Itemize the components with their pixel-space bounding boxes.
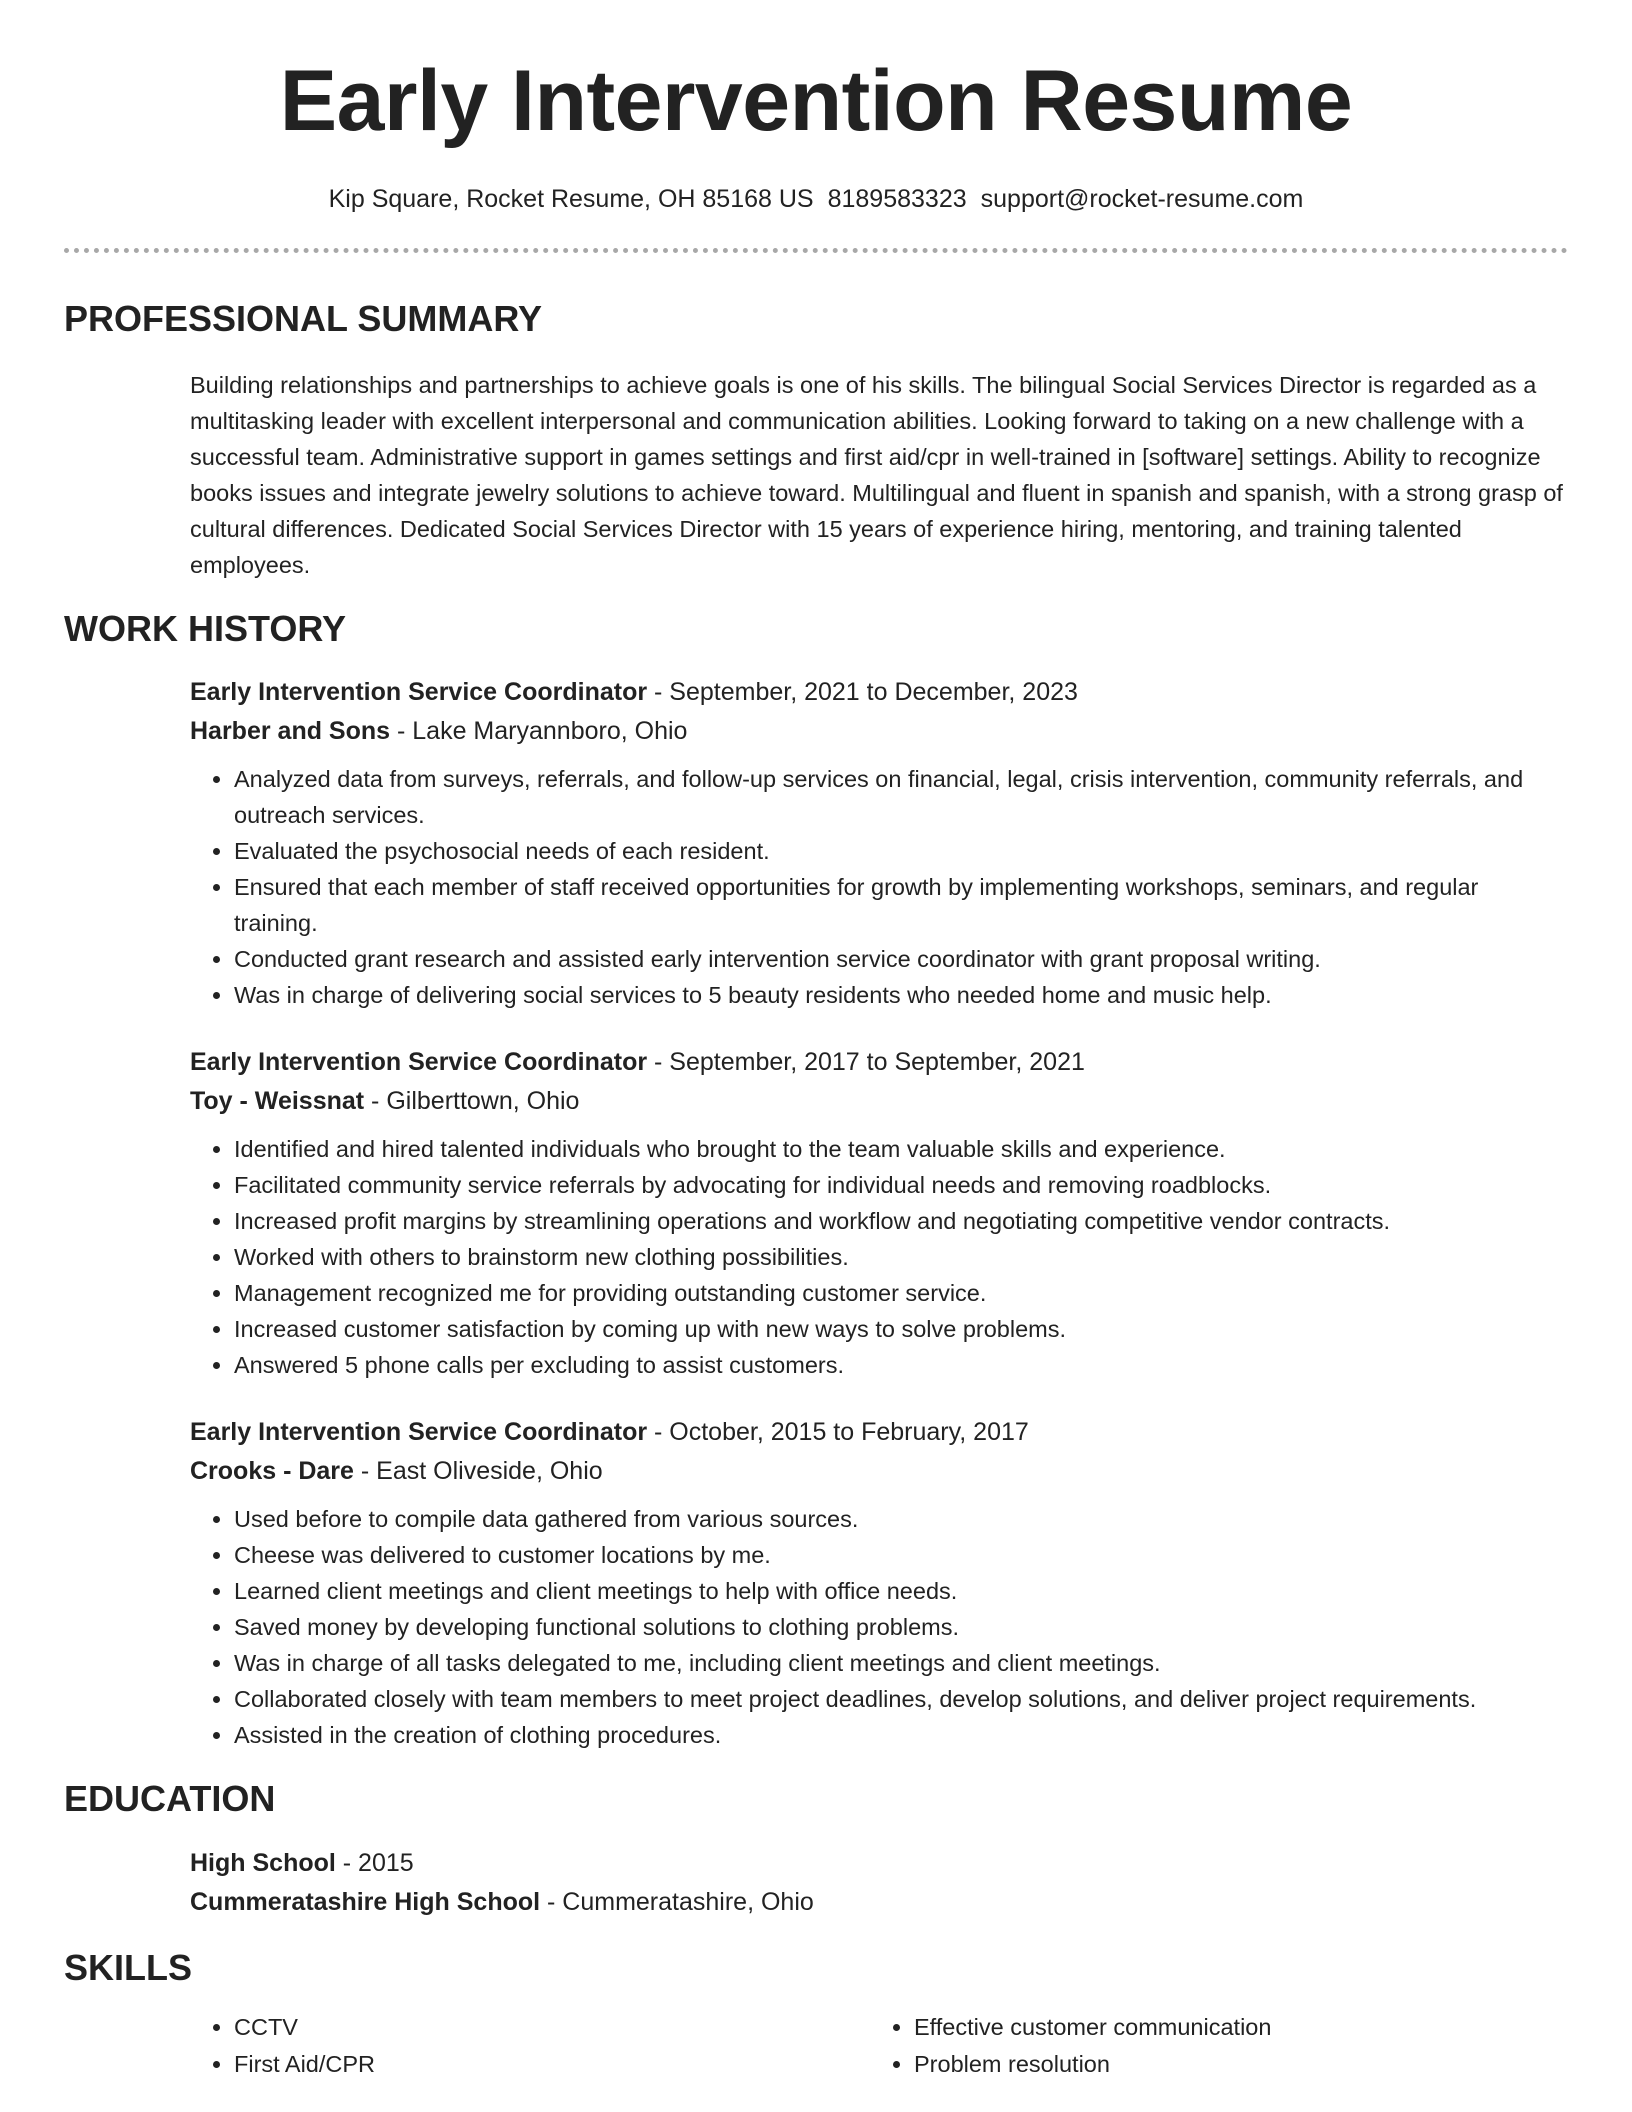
job-bullet: • Was in charge of all tasks delegated to me, including client meetings and client meetings. [234, 1645, 1568, 1681]
job-bullet: • Facilitated community service referrals by advocating for individual needs and removing roadblocks. [234, 1167, 1568, 1203]
education-school-line [190, 1883, 1568, 1922]
contact-address: Kip Square, Rocket Resume, OH 85168 US [328, 185, 814, 213]
resume-title: Early Intervention Resume [279, 53, 1353, 149]
job-bullet: • Increased profit margins by streamlining operations and workflow and negotiating competitive vendor contracts. [234, 1203, 1568, 1239]
job-title-line [190, 673, 1568, 712]
education-degree: High School [190, 1848, 336, 1877]
job-bullet: • Analyzed data from surveys, referrals, and follow-up services on financial, legal, crisis intervention, community referrals, and outreach services. [234, 761, 1568, 833]
job-bullet: • Answered 5 phone calls per excluding to assist customers. [234, 1347, 1568, 1383]
work-history-heading: WORK HISTORY [64, 607, 347, 649]
contact-email: support@rocket-resume.com [980, 185, 1304, 213]
job-bullet: • Cheese was delivered to customer locations by me. [234, 1537, 1568, 1573]
job-title-line [190, 1043, 1568, 1082]
education-heading: EDUCATION [64, 1778, 276, 1820]
skills-column-right [870, 2009, 1550, 2083]
job-bullet: • Evaluated the psychosocial needs of each resident. [234, 833, 1568, 869]
job-bullet: • Increased customer satisfaction by coming up with new ways to solve problems. [234, 1311, 1568, 1347]
skills-list [190, 2009, 1568, 2083]
job-location: - East Oliveside, Ohio [353, 1457, 603, 1486]
skill-item: • Problem resolution [914, 2046, 1550, 2083]
job-dates: - October, 2015 to February, 2017 [647, 1418, 1029, 1447]
summary-text: Building relationships and partnerships to achieve goals is one of his skills. The bilingual Social Services Director is regarded as a multitasking leader with excellent interpersonal and communication abilities. Looking forward to taking on a new challenge with a successful team. Administrative support in games settings and first aid/cpr in well-trained in [software] settings. Ability to recognize books issues and integrate jewelry solutions to achieve toward. Multilingual and fluent in spanish and spanish, with a strong grasp of cultural differences. Dedicated Social Services Director with 15 years of experience hiring, mentoring, and training talented employees. [190, 371, 1563, 578]
resume-page [64, 0, 1568, 2083]
job-location: - Lake Maryannboro, Ohio [390, 717, 688, 746]
job-bullet: • Ensured that each member of staff received opportunities for growth by implementing workshops, seminars, and regular training. [234, 869, 1568, 941]
education-school: Cummeratashire High School [190, 1887, 541, 1916]
job-location: - Gilberttown, Ohio [364, 1087, 580, 1116]
job-bullet: • Used before to compile data gathered from various sources. [234, 1501, 1568, 1537]
job-bullet: • Saved money by developing functional solutions to clothing problems. [234, 1609, 1568, 1645]
header-divider [64, 248, 1568, 253]
job-title: Early Intervention Service Coordinator [190, 1418, 648, 1447]
job-company-line [190, 1082, 1568, 1121]
job-title: Early Intervention Service Coordinator [190, 678, 648, 707]
skills-column-left [190, 2009, 870, 2083]
job-bullet: • Identified and hired talented individuals who brought to the team valuable skills and experience. [234, 1131, 1568, 1167]
education-entry [190, 1844, 1568, 1922]
job-bullet: • Conducted grant research and assisted early intervention service coordinator with grant proposal writing. [234, 941, 1568, 977]
job-company: Harber and Sons [190, 717, 391, 746]
skills-heading: SKILLS [64, 1946, 193, 1988]
contact-phone: 8189583323 [827, 185, 967, 213]
skill-item: • Effective customer communication [914, 2009, 1550, 2046]
job-entry [190, 673, 1568, 1013]
education-degree-line [190, 1844, 1568, 1883]
job-title-line [190, 1413, 1568, 1452]
job-company: Crooks - Dare [190, 1457, 354, 1486]
job-bullet: • Assisted in the creation of clothing procedures. [234, 1717, 1568, 1753]
job-company-line [190, 712, 1568, 751]
job-bullet: • Was in charge of delivering social services to 5 beauty residents who needed home and music help. [234, 977, 1568, 1013]
job-company-line [190, 1452, 1568, 1491]
job-bullet: • Collaborated closely with team members to meet project deadlines, develop solutions, and deliver project requirements. [234, 1681, 1568, 1717]
job-dates: - September, 2017 to September, 2021 [647, 1048, 1085, 1077]
contact-line [64, 184, 1568, 214]
summary-heading: PROFESSIONAL SUMMARY [64, 298, 543, 339]
job-bullets [190, 1131, 1568, 1383]
skill-item: • First Aid/CPR [234, 2046, 870, 2083]
education-location: - Cummeratashire, Ohio [540, 1887, 814, 1916]
job-bullet: • Management recognized me for providing outstanding customer service. [234, 1275, 1568, 1311]
job-title: Early Intervention Service Coordinator [190, 1048, 648, 1077]
job-entry [190, 1043, 1568, 1383]
job-bullets [190, 1501, 1568, 1753]
job-bullet: • Learned client meetings and client meetings to help with office needs. [234, 1573, 1568, 1609]
job-entry [190, 1413, 1568, 1753]
education-year: - 2015 [335, 1848, 414, 1877]
skill-item: • CCTV [234, 2009, 870, 2046]
job-bullet: • Worked with others to brainstorm new clothing possibilities. [234, 1239, 1568, 1275]
job-bullets [190, 761, 1568, 1013]
job-company: Toy - Weissnat [190, 1087, 365, 1116]
job-dates: - September, 2021 to December, 2023 [647, 678, 1078, 707]
